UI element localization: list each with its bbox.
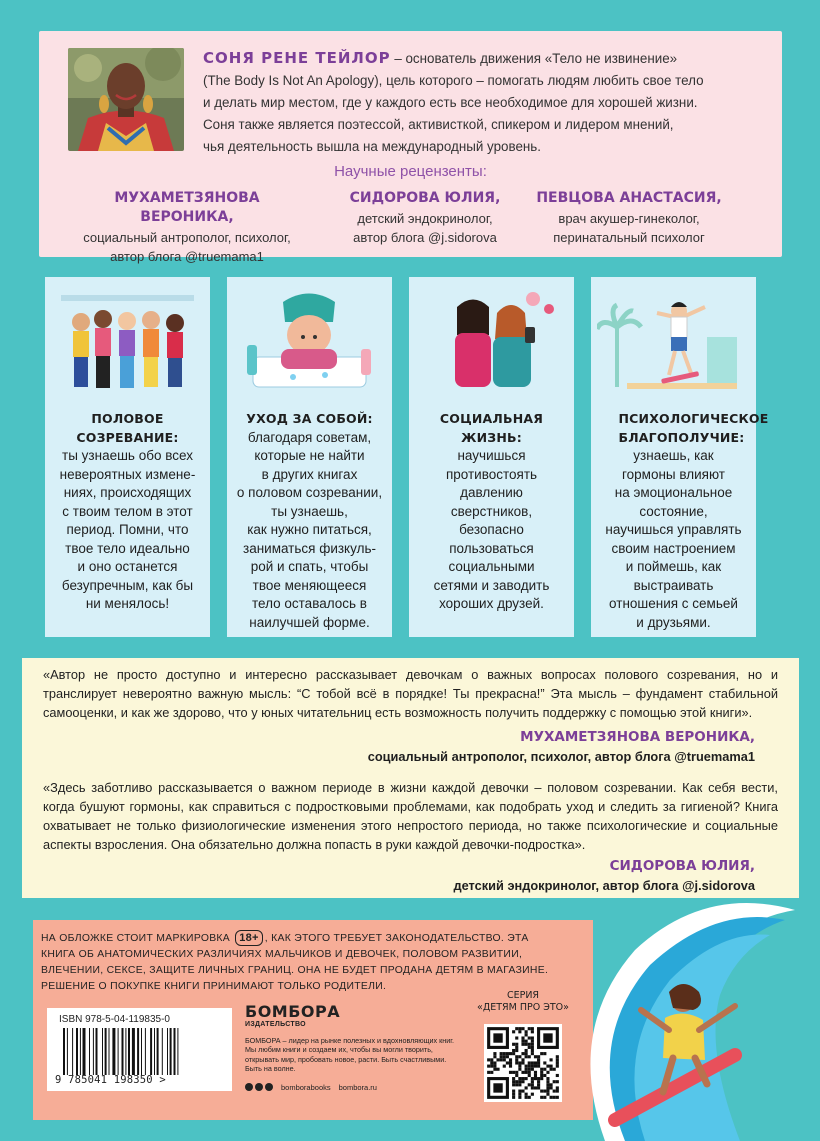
- website-link[interactable]: bombora.ru: [338, 1082, 377, 1092]
- bio-line: (The Body Is Not An Apology), цель которого – помогать людям любить свое тело: [203, 73, 704, 88]
- friends-selfie-illustration: [415, 287, 568, 397]
- quote-author-role: социальный антрополог, психолог, автор блога @truemama1: [367, 749, 755, 764]
- card-line: с твоим телом в этот: [62, 503, 193, 519]
- card-self-care: [227, 277, 392, 637]
- bio-line: чья деятельность вышла на международный уровень.: [203, 139, 541, 154]
- card-title: СОЦИАЛЬНАЯ ЖИЗНЬ:: [439, 411, 544, 445]
- quote-text: «Автор не просто доступно и интересно рассказывает девочкам о важных вопросах полового созревания, но и транслирует невероятно важную мысль: “С тобой всё в порядке! Ты прекрасна!” Эта мысль – фундамент стабильной самооценки, и как же здорово, что у юных читательниц есть возможность получить поддержку с помощью этой книги».: [43, 667, 778, 720]
- reviewer-role: детский эндокринолог,: [357, 211, 493, 226]
- card-line: отношения с семьей: [609, 596, 738, 611]
- reviewers-heading: Научные рецензенты:: [334, 163, 487, 180]
- reviewer-role: врач акушер-гинеколог,: [558, 211, 700, 226]
- card-line: благодаря советам,: [247, 429, 372, 445]
- face-washing-illustration: [233, 287, 386, 397]
- quote-text: «Здесь заботливо рассказывается о важном периоде в жизни каждой девочки – половом созревании. Как себя вести, когда бушуют гормоны, как справиться с подростковыми проблемами, как подобрать уход и следить за гигиеной? Книга охватывает не только физиологические изменения этого непростого периода, но также психологические и социальные аспекты взросления. Она обязательно должна попасть в руки каждой девочки-подростка».: [43, 780, 778, 852]
- legal-panel: [33, 920, 593, 1120]
- card-line: узнаешь, как: [633, 448, 714, 463]
- publisher-description: БОМБОРА – лидер на рынке полезных и вдохновляющих книг. Мы любим книги и создаем их, чтобы вы могли творить, открывать мир, пробовать новое, расти. Быть счастливыми. Быть на волне.: [245, 1036, 454, 1074]
- bio-line: и делать мир местом, где у каждого есть все необходимое для хорошей жизни.: [203, 95, 698, 110]
- qr-code[interactable]: [484, 1024, 562, 1102]
- isbn-barcode-box: [47, 1008, 232, 1091]
- quote-author: СИДОРОВА ЮЛИЯ,: [609, 858, 755, 874]
- card-text: [595, 410, 769, 632]
- card-line: ни менялось!: [85, 596, 170, 611]
- card-line: в других книгах: [261, 466, 358, 482]
- bio-line: – основатель движения «Тело не извинение»: [390, 51, 678, 66]
- card-line: своим настроением: [611, 540, 736, 556]
- publisher-logo: БОМБОРА: [245, 1002, 341, 1021]
- card-wellbeing: [591, 277, 769, 637]
- card-line: которые не найти: [254, 448, 365, 463]
- quotes-panel: [22, 658, 799, 898]
- card-line: научишься управлять: [605, 522, 742, 537]
- card-line: давлению: [460, 485, 523, 500]
- card-line: тело оставалось в: [252, 596, 367, 611]
- notice-text: НА ОБЛОЖКЕ СТОИТ МАРКИРОВКА: [41, 933, 231, 944]
- card-line: и поймешь, как: [625, 559, 722, 574]
- card-line: твое меняющееся: [252, 577, 367, 593]
- surfer-wave-illustration: [565, 880, 820, 1141]
- card-line: твое тело идеально: [65, 540, 190, 556]
- card-line: научишься: [457, 448, 526, 463]
- facebook-icon: [245, 1083, 253, 1091]
- instagram-icon: [265, 1083, 273, 1091]
- card-line: о половом созревании,: [236, 485, 383, 500]
- card-line: пользоваться: [449, 540, 534, 556]
- publisher-links: [245, 1083, 455, 1092]
- card-text: [231, 410, 388, 632]
- card-line: рой и спать, чтобы: [250, 559, 369, 574]
- social-icons: [245, 1083, 273, 1091]
- reviewer-role: социальный антрополог, психолог,: [83, 230, 291, 245]
- card-line: сетями и заводить: [433, 577, 550, 593]
- author-bio: [203, 47, 773, 158]
- age-rating-badge: 18+: [235, 930, 263, 946]
- vk-icon: [255, 1083, 263, 1091]
- card-line: безупречным, как бы: [61, 577, 194, 593]
- girls-group-illustration: [51, 287, 204, 397]
- card-line: и друзьями.: [636, 614, 711, 630]
- reviewer-1: [77, 189, 297, 266]
- reviewer-2: [335, 189, 515, 247]
- card-title: ПОЛОВОЕ СОЗРЕВАНИЕ:: [76, 411, 179, 445]
- card-text: [49, 410, 206, 614]
- card-line: состояние,: [639, 503, 708, 519]
- card-line: безопасно: [459, 522, 524, 537]
- card-line: наилучшей форме.: [249, 614, 370, 630]
- notice-text: ЭТА КНИГА ОБ АНАТОМИЧЕСКИХ РАЗЛИЧИЯХ МАЛЬЧИКОВ И ДЕВОЧЕК, ПОЛОВОМ РАЗВИТИИ, ВЛЕЧЕНИИ, СЕКСЕ, ЗАЩИТЕ ЛИЧНЫХ ГРАНИЦ. ОНА НЕ БУДЕТ ПРОДАНА ДЕТЯМ В МАГАЗИНЕ. РЕШЕНИЕ О ПОКУПКЕ КНИГИ ПРИНИМАЮТ ТОЛЬКО РОДИТЕЛИ.: [41, 933, 549, 992]
- reviewer-name: МУХАМЕТЗЯНОВА ВЕРОНИКА,: [114, 190, 260, 225]
- card-line: заниматься физкуль-: [243, 540, 376, 556]
- card-line: ниях, происходящих: [63, 485, 192, 500]
- card-line: противостоять: [445, 466, 538, 482]
- social-handle[interactable]: bomborabooks: [281, 1082, 331, 1092]
- reviewer-role: автор блога @j.sidorova: [353, 230, 497, 245]
- card-line: как нужно питаться,: [247, 522, 372, 537]
- card-line: сверстников,: [450, 503, 533, 519]
- card-line: ты узнаешь,: [271, 503, 348, 519]
- reviewer-role: автор блога @truemama1: [110, 249, 264, 264]
- card-puberty: [45, 277, 210, 637]
- notice-text: , КАК ЭТОГО ТРЕБУЕТ ЗАКОНОДАТЕЛЬСТВО.: [264, 933, 505, 944]
- card-line: выстраивать: [633, 577, 714, 593]
- bio-line: Соня также является поэтессой, активисткой, спикером и лидером мнений,: [203, 117, 674, 132]
- card-line: гормоны влияют: [622, 466, 725, 482]
- card-title: ПСИХОЛОГИЧЕСКОЕ БЛАГОПОЛУЧИЕ:: [618, 411, 769, 445]
- card-line: период. Помни, что: [66, 522, 189, 537]
- reviewer-role: перинатальный психолог: [553, 230, 705, 245]
- card-line: на эмоциональное: [614, 485, 733, 500]
- publisher-block: [245, 1004, 455, 1092]
- card-title: УХОД ЗА СОБОЙ:: [246, 411, 373, 426]
- series-title: СЕРИЯ: [506, 990, 540, 1001]
- reviewer-name: СИДОРОВА ЮЛИЯ,: [349, 190, 501, 206]
- skater-girl-illustration: [597, 287, 750, 397]
- barcode: [61, 1028, 221, 1075]
- series-name: «ДЕТЯМ ПРО ЭТО»: [477, 1002, 569, 1013]
- author-panel: [39, 31, 782, 264]
- card-line: социальными: [448, 559, 535, 574]
- quote-attribution: [368, 728, 755, 766]
- card-line: и оно останется: [77, 559, 178, 574]
- author-photo: [68, 48, 184, 151]
- card-line: ты узнаешь обо всех: [62, 448, 193, 463]
- publisher-subtitle: ИЗДАТЕЛЬСТВО: [245, 1021, 306, 1028]
- card-text: [413, 410, 570, 614]
- card-line: хороших друзей.: [439, 596, 544, 611]
- age-notice: [41, 930, 561, 995]
- reviewer-name: ПЕВЦОВА АНАСТАСИЯ,: [536, 190, 722, 206]
- barcode-digits: 9 785041 198350 >: [55, 1074, 166, 1086]
- card-line: невероятных измене-: [59, 466, 196, 482]
- author-name: СОНЯ РЕНЕ ТЕЙЛОР: [203, 49, 391, 67]
- quote-author-role: детский эндокринолог, автор блога @j.sidorova: [453, 878, 755, 893]
- reviewer-3: [529, 189, 729, 247]
- quote-author: МУХАМЕТЗЯНОВА ВЕРОНИКА,: [520, 729, 755, 745]
- isbn-label: ISBN 978-5-04-119835-0: [59, 1014, 170, 1025]
- card-social-life: [409, 277, 574, 637]
